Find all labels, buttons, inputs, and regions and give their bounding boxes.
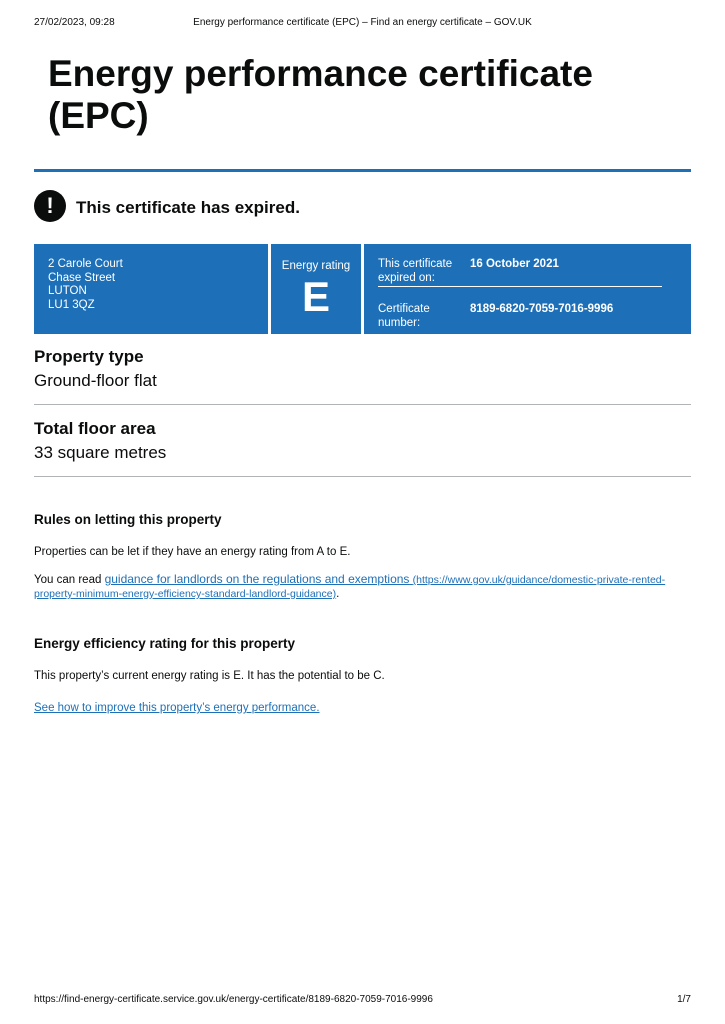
certificate-number: 8189-6820-7059-7016-9996 [470, 303, 614, 315]
expired-warning [34, 190, 634, 224]
guidance-suffix: . [336, 588, 340, 600]
print-url: https://find-energy-certificate.service.gov.uk/energy-certificate/8189-6820-7059-7016-9996 [34, 994, 433, 1005]
energy-rating [271, 244, 361, 334]
property-type [34, 347, 691, 391]
address-line: 2 Carole Court [48, 258, 123, 270]
summary-divider [34, 404, 691, 405]
expiry-label: This certificate expired on: [378, 258, 453, 284]
page-title: Energy performance certificate (EPC) [48, 53, 593, 136]
banner-divider [361, 244, 364, 334]
certificate-details [378, 244, 668, 334]
expiry-row [378, 258, 662, 287]
improve-link[interactable]: See how to improve this property’s energy performance. [34, 702, 320, 714]
property-address [48, 258, 123, 312]
address-postcode: LU1 3QZ [48, 298, 95, 311]
title-divider [34, 169, 691, 172]
floor-area-value: 33 square metres [34, 443, 167, 462]
expiry-date: 16 October 2021 [470, 258, 559, 270]
print-datetime: 27/02/2023, 09:28 [34, 17, 115, 28]
guidance-link-text[interactable]: guidance for landlords on the regulations and exemptions [104, 572, 410, 586]
certificate-number-row [378, 303, 662, 331]
guidance-prefix: You can read [34, 574, 105, 586]
letting-paragraph: Properties can be let if they have an energy rating from A to E. [34, 546, 351, 558]
guidance-link-url[interactable]: (https://www.gov.uk/guidance/domestic-private-rented-property-minimum-energy-efficiency-standard-landlord-guidance) [34, 574, 666, 600]
address-line: LUTON [48, 285, 87, 297]
certificate-number-label: Certificate number: [378, 303, 430, 329]
efficiency-paragraph: This property’s current energy rating is E. It has the potential to be C. [34, 670, 385, 682]
page-number: 1/7 [677, 994, 691, 1005]
guidance-link[interactable] [34, 574, 665, 600]
summary-divider [34, 476, 691, 477]
property-type-label: Property type [34, 347, 144, 366]
warning-text: This certificate has expired. [76, 198, 300, 217]
address-line: Chase Street [48, 271, 116, 284]
total-floor-area [34, 419, 691, 463]
property-type-value: Ground-floor flat [34, 371, 157, 390]
letting-heading: Rules on letting this property [34, 512, 222, 527]
guidance-paragraph [34, 572, 679, 601]
exclamation-icon: ! [34, 190, 66, 222]
energy-rating-label: Energy rating [281, 260, 351, 272]
efficiency-heading: Energy efficiency rating for this property [34, 636, 296, 651]
print-page-title: Energy performance certificate (EPC) – Find an energy certificate – GOV.UK [193, 17, 532, 28]
improve-paragraph [34, 701, 679, 715]
epc-summary-banner [34, 244, 691, 334]
print-footer [34, 994, 691, 1008]
print-header [34, 17, 691, 31]
floor-area-label: Total floor area [34, 419, 156, 438]
energy-rating-letter: E [301, 273, 330, 320]
